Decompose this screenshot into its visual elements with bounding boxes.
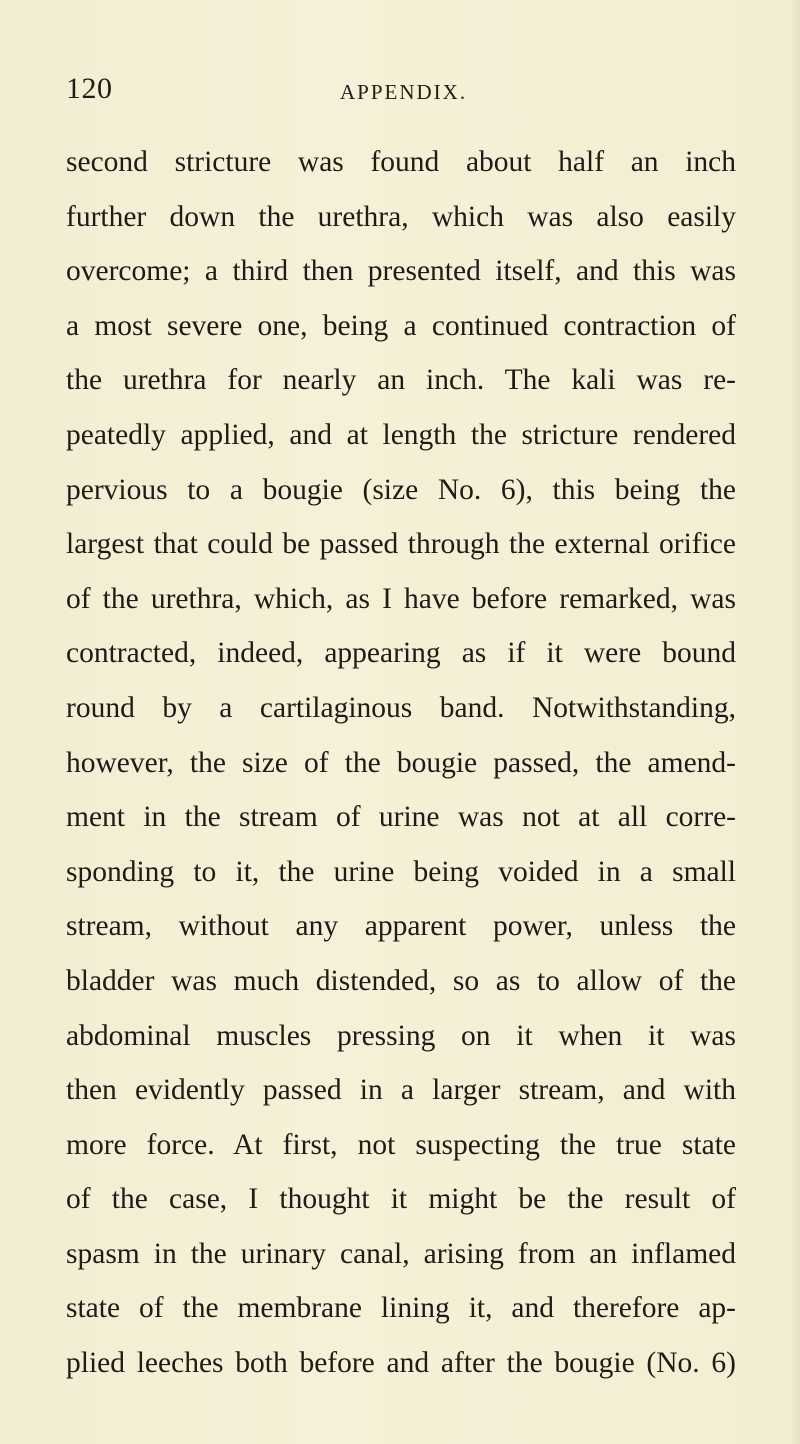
text-line: ment in the stream of urine was not at all corre- bbox=[66, 801, 736, 834]
page-number: 120 bbox=[66, 72, 113, 105]
text-line: spasm in the urinary canal, arising from an inflamed bbox=[66, 1237, 736, 1270]
body-text bbox=[66, 135, 736, 1391]
text-line: stream, without any apparent power, unless the bbox=[66, 910, 736, 943]
running-title: APPENDIX. bbox=[340, 80, 468, 104]
text-line: peatedly applied, and at length the stricture rendered bbox=[66, 418, 736, 451]
text-line: a most severe one, being a continued contraction of bbox=[66, 309, 736, 342]
running-head bbox=[66, 68, 736, 108]
text-line: round by a cartilaginous band. Notwithstanding, bbox=[66, 691, 736, 724]
text-line: more force. At first, not suspecting the true state bbox=[66, 1128, 736, 1161]
text-line: of the urethra, which, as I have before remarked, was bbox=[66, 582, 736, 615]
text-line: abdominal muscles pressing on it when it was bbox=[66, 1019, 736, 1052]
text-line: state of the membrane lining it, and therefore ap- bbox=[66, 1292, 736, 1325]
page-edge-shadow bbox=[790, 0, 800, 1444]
text-line: further down the urethra, which was also easily bbox=[66, 200, 736, 233]
text-line: overcome; a third then presented itself, and this was bbox=[66, 255, 736, 288]
text-line: second stricture was found about half an inch bbox=[66, 146, 736, 178]
text-line: pervious to a bougie (size No. 6), this being the bbox=[66, 473, 736, 506]
text-line: sponding to it, the urine being voided in a small bbox=[66, 855, 736, 888]
text-line: of the case, I thought it might be the result of bbox=[66, 1183, 736, 1216]
text-line: plied leeches both before and after the bougie (No. 6) bbox=[66, 1347, 736, 1380]
text-line: largest that could be passed through the external orifice bbox=[66, 528, 736, 561]
text-line: bladder was much distended, so as to allow of the bbox=[66, 964, 736, 997]
text-line: contracted, indeed, appearing as if it were bound bbox=[66, 637, 736, 670]
text-line: then evidently passed in a larger stream, and with bbox=[66, 1074, 736, 1107]
text-line: however, the size of the bougie passed, the amend- bbox=[66, 746, 736, 779]
text-line: the urethra for nearly an inch. The kali was re- bbox=[66, 364, 736, 397]
